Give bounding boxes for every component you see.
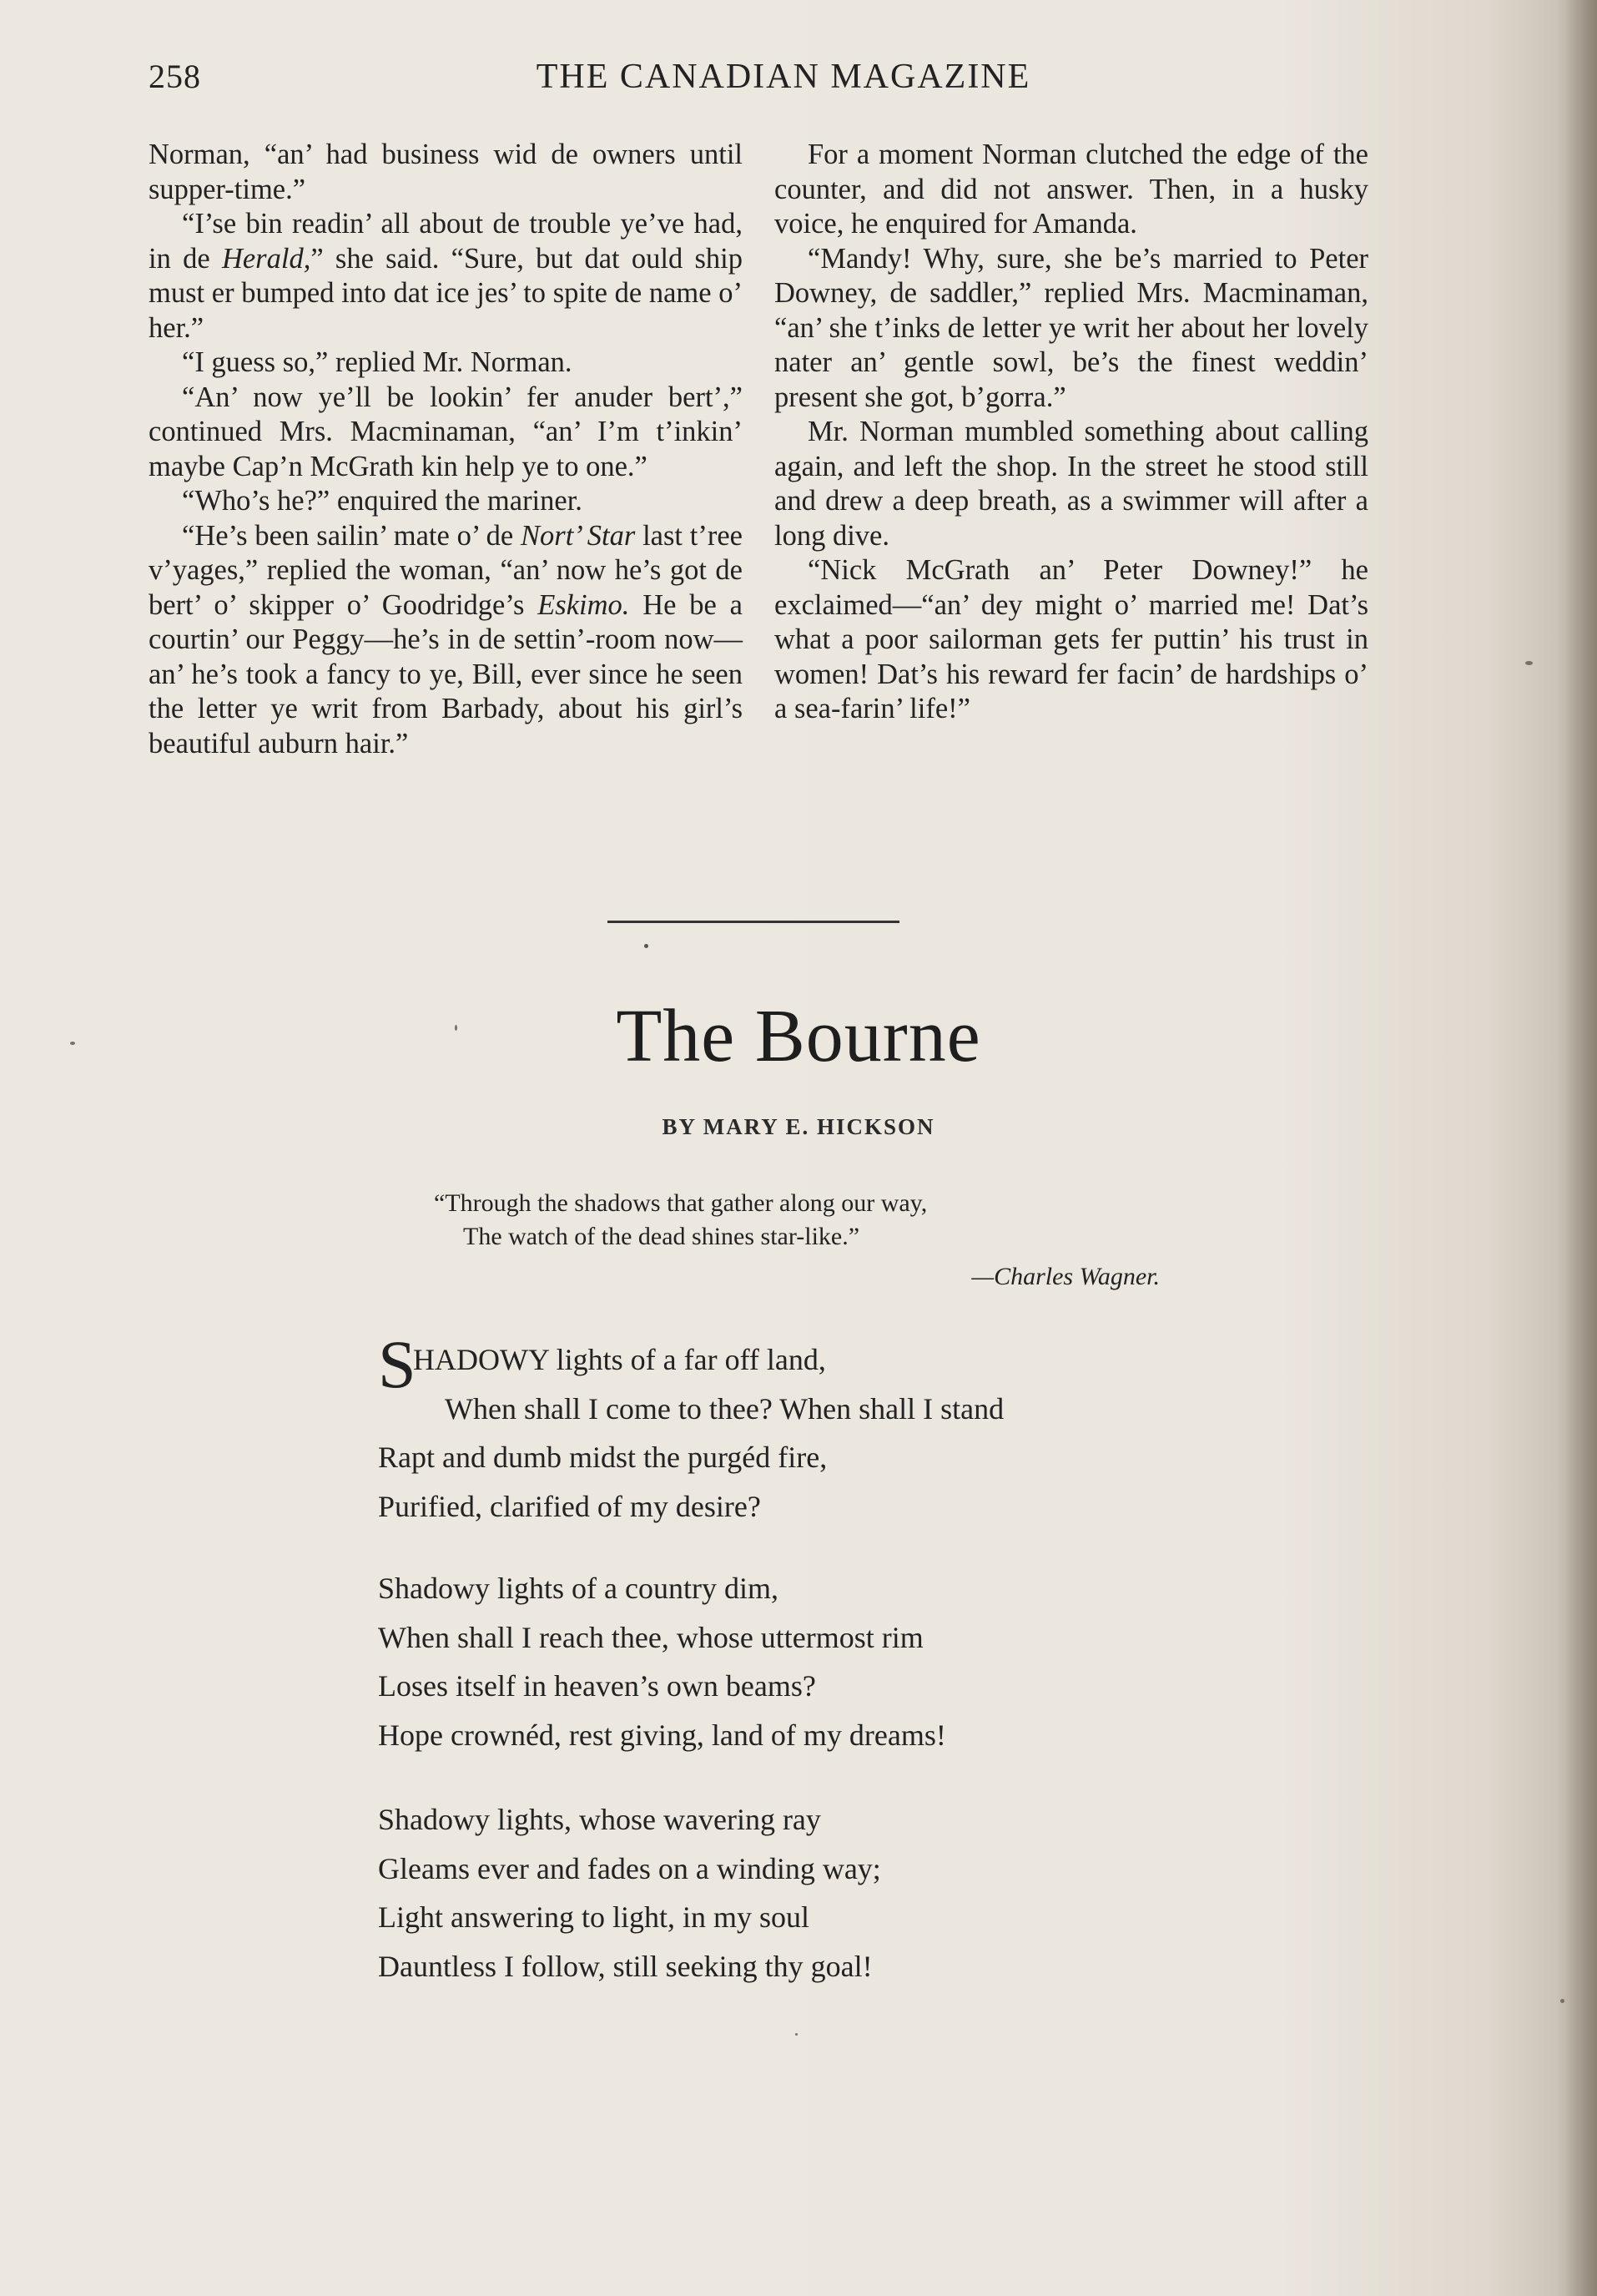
poem-line: Gleams ever and fades on a winding way; (378, 1851, 881, 1885)
paper-speck (1560, 1999, 1564, 2003)
stanza (378, 1326, 1212, 1531)
page-number: 258 (149, 58, 201, 95)
poem-byline: BY MARY E. HICKSON (662, 1114, 935, 1139)
drop-cap: S (378, 1326, 416, 1402)
paper-speck (1525, 661, 1533, 665)
page-header (149, 57, 1368, 103)
epigraph-attribution: —Charles Wagner. (971, 1263, 1160, 1290)
poem-line: When shall I reach thee, whose uttermost rim (378, 1620, 924, 1654)
poem-line: Light answering to light, in my soul (378, 1900, 809, 1934)
stanza (378, 1795, 1212, 1991)
paragraph: “He’s been sailin’ mate o’ de Nort’ Star last t’ree v’yages,” replied the woman, “an’ now he’s got de bert’ o’ skipper o’ Goodridge’s Eskimo. He be a courtin’ our Peggy—he’s in de settin’-room now—an’ he’s took a fancy to ye, Bill, ever since he seen the letter ye writ from Barbady, about his girl’s beautiful auburn hair.” (149, 519, 743, 759)
poem-line: S HADOWY lights of a far off land, (378, 1326, 826, 1402)
paragraph: “I’se bin readin’ all about de trouble ye’ve had, in de Herald,” she said. “Sure, but dat ould ship must er bumped into dat ice jes’ to spite de name o’ her.” (149, 208, 743, 344)
paragraph: “An’ now ye’ll be lookin’ fer anuder bert’,” continued Mrs. Macminaman, “an’ I’m t’inkin’ maybe Cap’n McGrath kin help ye to one.” (149, 381, 743, 482)
poem-line: Shadowy lights of a country dim, (378, 1572, 778, 1605)
running-head: THE CANADIAN MAGAZINE (536, 58, 1031, 96)
right-column (774, 138, 1368, 727)
poem-line: Loses itself in heaven’s own beams? (378, 1669, 816, 1703)
poem-line: Hope crownéd, rest giving, land of my dreams! (378, 1718, 946, 1752)
paragraph: “Mandy! Why, sure, she be’s married to Peter Downey, de saddler,” replied Mrs. Macminaman, “an’ she t’inks de letter ye writ her about her lovely nater an’ gentle sowl, be’s the finest weddin’ present she got, b’gorra.” (774, 242, 1368, 413)
epigraph-line: “Through the shadows that gather along our way, (434, 1189, 928, 1217)
paper-speck (70, 1042, 75, 1045)
poem-line: Rapt and dumb midst the purgéd fire, (378, 1441, 828, 1474)
epigraph-line: The watch of the dead shines star-like.” (463, 1223, 860, 1250)
left-column (149, 138, 743, 761)
paragraph: For a moment Norman clutched the edge of the counter, and did not answer. Then, in a husky voice, he enquired for Amanda. (774, 139, 1368, 240)
poem-title: The Bourne (616, 995, 981, 1077)
epigraph (434, 1187, 1160, 1294)
paragraph: Norman, “an’ had business wid de owners until supper-time.” (149, 139, 743, 205)
poem-line: Shadowy lights, whose wavering ray (378, 1803, 821, 1836)
paper-speck (455, 1025, 457, 1031)
section-divider (607, 921, 899, 923)
paragraph: “Nick McGrath an’ Peter Downey!” he exclaimed—“an’ dey might o’ married me! Dat’s what a poor sailorman gets fer puttin’ his trust in women! Dat’s his reward fer facin’ de hardships o’ a sea-farin’ life!” (774, 554, 1368, 724)
divider-dot (644, 944, 648, 948)
poem-line: Purified, clarified of my desire? (378, 1489, 761, 1523)
binding-shadow (1557, 0, 1597, 2296)
paragraph: “I guess so,” replied Mr. Norman. (182, 346, 572, 378)
paragraph: Mr. Norman mumbled something about calling again, and left the shop. In the street he stood still and drew a deep breath, as a swimmer will after a long dive. (774, 416, 1368, 552)
stanza (378, 1564, 1212, 1759)
poem-line: Dauntless I follow, still seeking thy goal! (378, 1949, 873, 1983)
poem-line: When shall I come to thee? When shall I stand (445, 1391, 1005, 1426)
paper-speck (795, 2033, 798, 2036)
paragraph: “Who’s he?” enquired the mariner. (182, 485, 582, 517)
